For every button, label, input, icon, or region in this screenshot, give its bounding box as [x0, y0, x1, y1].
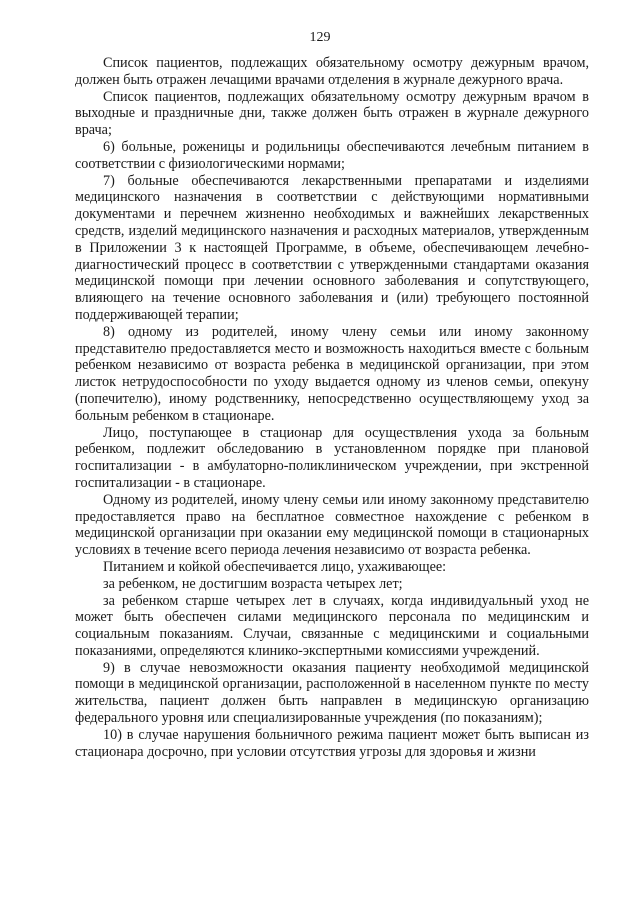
- paragraph-item-8: 8) одному из родителей, иному члену семьи или иному законному представителю предоставляется место и возможность находиться вместе с больным ребенком независимо от возраста ребенка в медицинской организации, при этом листок нетрудоспособности по уходу выдается одному из членов семьи, опекуну (попечителю), иному родственнику, непосредственно осуществляющему уход за больным ребенком в стационаре.: [75, 323, 589, 424]
- paragraph-patients-list: Список пациентов, подлежащих обязательному осмотру дежурным врачом, должен быть отражен лечащими врачами отделения в журнале дежурного врача.: [75, 55, 589, 88]
- paragraph-patients-weekend: Список пациентов, подлежащих обязательному осмотру дежурным врачом в выходные и праздничные дни, также должен быть отражен в журнале дежурного врача;: [75, 88, 589, 139]
- paragraph-under-four: за ребенком, не достигшим возраста четырех лет;: [103, 575, 403, 592]
- paragraph-caregiver-exam: Лицо, поступающее в стационар для осуществления ухода за больным ребенком, подлежит обследованию в установленном порядке при плановой госпитализации - в амбулаторно-поликлиническом учреждении, при экстренной госпитализации - в стационаре.: [75, 424, 589, 491]
- page-number: 129: [309, 30, 331, 45]
- paragraph-item-6: 6) больные, роженицы и родильницы обеспечиваются лечебным питанием в соответствии с физиологическими нормами;: [75, 138, 589, 172]
- paragraph-item-10: 10) в случае нарушения больничного режима пациент может быть выписан из стационара досрочно, при условии отсутствия угрозы для здоровья и жизни: [75, 726, 589, 760]
- body-text: [75, 55, 589, 760]
- paragraph-parent-right: Одному из родителей, иному члену семьи или иному законному представителю предоставляется право на бесплатное совместное нахождение с ребенком в медицинской организации при оказании ему медицинской помощи в стационарных условиях в течение всего периода лечения независимо от возраста ребенка.: [75, 491, 589, 559]
- paragraph-meals-bed: Питанием и койкой обеспечивается лицо, ухаживающее:: [103, 558, 447, 575]
- paragraph-item-9: 9) в случае невозможности оказания пациенту необходимой медицинской помощи в медицинской организации, расположенной в населенном пункте по месту жительства, пациент должен быть направлен в медицинскую организацию федерального уровня или специализированные учреждения (по показаниям);: [75, 659, 589, 727]
- paragraph-item-7: 7) больные обеспечиваются лекарственными препаратами и изделиями медицинского назначения в соответствии с действующими нормативными документами и перечнем жизненно необходимых и важнейших лекарственных средств, изделий медицинского назначения и расходных материалов, утвержденным в Приложении 3 к настоящей Программе, в объеме, обеспечивающем лечебно-диагностический процесс в соответствии с утвержденными стандартами оказания медицинской помощи при лечении основного заболевания и сопутствующего, влияющего на течение основного заболевания и (или) требующего постоянной поддерживающей терапии;: [75, 172, 589, 323]
- paragraph-over-four: за ребенком старше четырех лет в случаях, когда индивидуальный уход не может быть обеспечен силами медицинского персонала по медицинским и социальным показаниям. Случаи, связанные с медицинскими и социальными показаниями, определяются клинико-экспертными комиссиями учреждений.: [75, 592, 589, 659]
